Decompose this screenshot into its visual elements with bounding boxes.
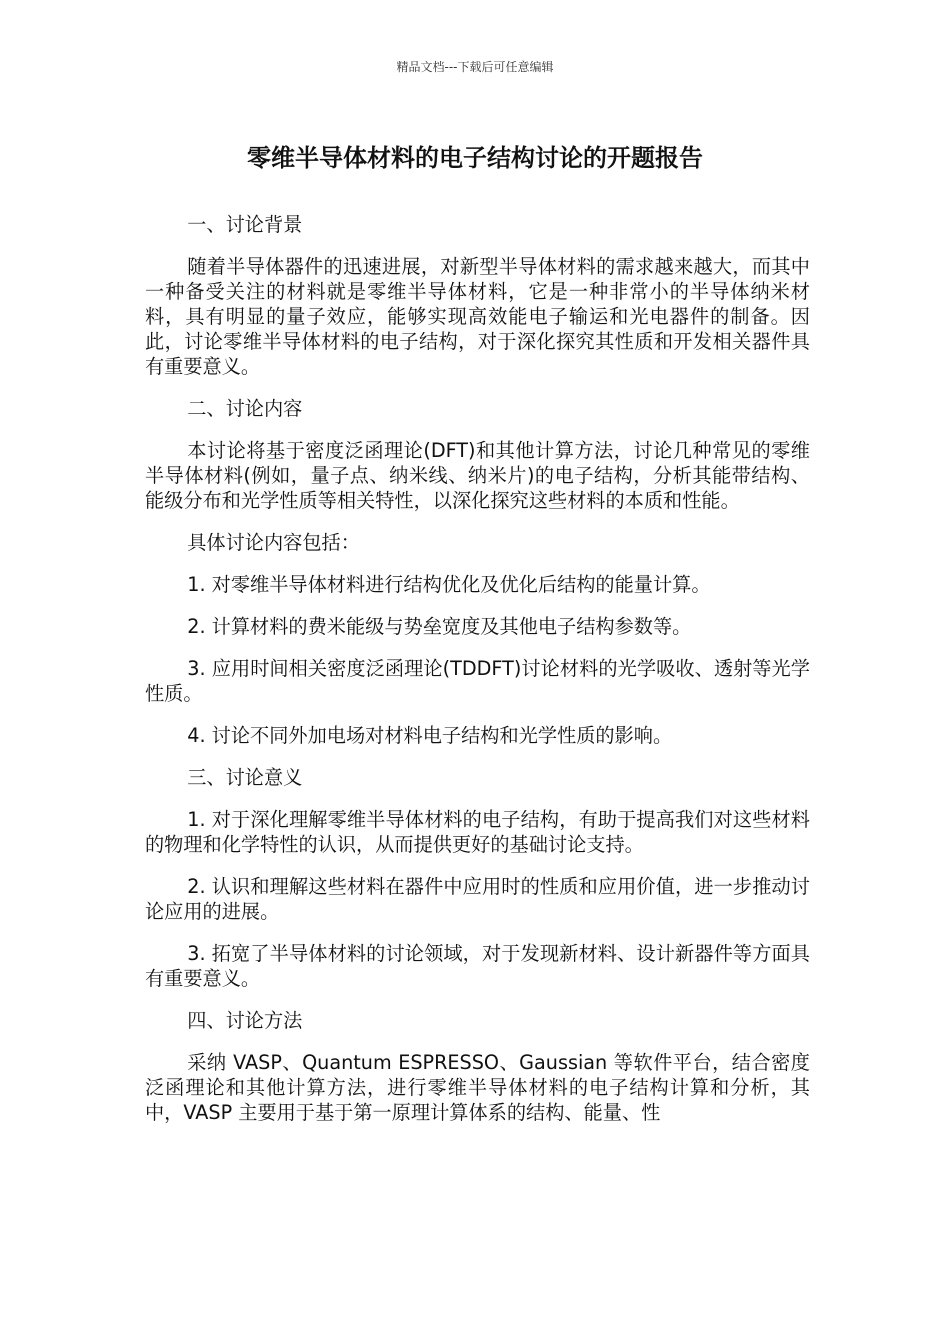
paragraph-content-intro: 本讨论将基于密度泛函理论(DFT)和其他计算方法，讨论几种常见的零维半导体材料(例如，量子点、纳米线、纳米片)的电子结构，分析其能带结构、能级分布和光学性质等相关特性，以深化探究这些材料的本质和性能。 (145, 439, 810, 512)
header-note: 精品文档---下载后可任意编辑 (396, 60, 554, 74)
section-heading-content: 二、讨论内容 (187, 397, 303, 420)
document-body (145, 212, 810, 1142)
list-item-significance-3: 3. 拓宽了半导体材料的讨论领域，对于发现新材料、设计新器件等方面具有重要意义。 (145, 942, 810, 990)
list-item-significance-2: 2. 认识和理解这些材料在器件中应用时的性质和应用价值，进一步推动讨论应用的进展。 (145, 875, 810, 923)
section-heading-background: 一、讨论背景 (187, 213, 303, 236)
list-item-content-2: 2. 计算材料的费米能级与势垒宽度及其他电子结构参数等。 (187, 615, 692, 638)
document-title: 零维半导体材料的电子结构讨论的开题报告 (247, 144, 703, 172)
section-heading-significance: 三、讨论意义 (187, 766, 303, 789)
list-item-content-3: 3. 应用时间相关密度泛函理论(TDDFT)讨论材料的光学吸收、透射等光学性质。 (145, 657, 810, 705)
section-heading-methods: 四、讨论方法 (187, 1009, 303, 1032)
paragraph-background: 随着半导体器件的迅速进展，对新型半导体材料的需求越来越大，而其中一种备受关注的材料就是零维半导体材料，它是一种非常小的半导体纳米材料，具有明显的量子效应，能够实现高效能电子输运和光电器件的制备。因此，讨论零维半导体材料的电子结构，对于深化探究其性质和开发相关器件具有重要意义。 (145, 255, 810, 378)
list-item-significance-1: 1. 对于深化理解零维半导体材料的电子结构，有助于提高我们对这些材料的物理和化学特性的认识，从而提供更好的基础讨论支持。 (145, 808, 810, 856)
paragraph-content-list-lead: 具体讨论内容包括： (187, 531, 360, 554)
list-item-content-1: 1. 对零维半导体材料进行结构优化及优化后结构的能量计算。 (187, 573, 711, 596)
paragraph-methods: 采纳 VASP、Quantum ESPRESSO、Gaussian 等软件平台，结合密度泛函理论和其他计算方法，进行零维半导体材料的电子结构计算和分析，其中，VASP 主要用于基于第一原理计算体系的结构、能量、性 (145, 1051, 810, 1124)
list-item-content-4: 4. 讨论不同外加电场对材料电子结构和光学性质的影响。 (187, 724, 673, 747)
